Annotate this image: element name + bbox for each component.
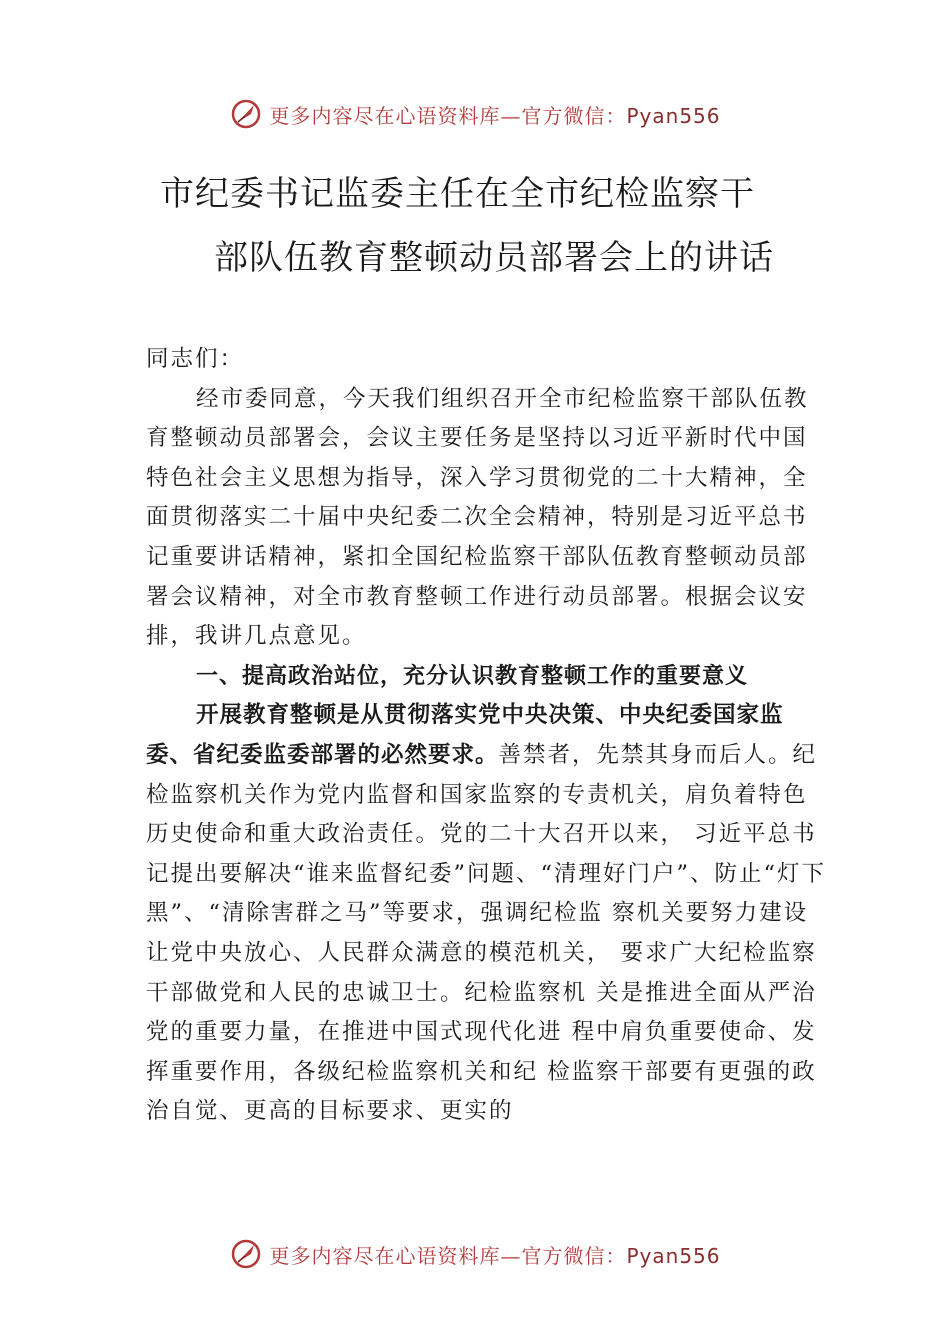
document-body <box>146 340 826 1132</box>
banner-text: 更多内容尽在心语资料库—官方微信：Pyan556 <box>269 103 721 128</box>
footer-banner <box>0 1234 950 1274</box>
paragraph-2 <box>146 696 826 1132</box>
section-heading-1: 一、提高政治站位，充分认识教育整顿工作的重要意义 <box>196 663 749 689</box>
title-line-1: 市纪委书记监委主任在全市纪检监察干 <box>160 174 755 214</box>
wechat-id: Pyan556 <box>626 1243 721 1268</box>
header-banner <box>0 94 950 134</box>
wechat-id: Pyan556 <box>626 103 721 128</box>
quill-logo-icon <box>229 97 263 131</box>
paragraph-intro: 经市委同意，今天我们组织召开全市纪检监察干部队伍教育整顿动员部署会，会议主要任务是坚持以习近平新时代中国特色社会主义思想为指导，深入学习贯彻党的二十大精神，全面贯彻落实二十届中央纪委二次全会精神，特别是习近平总书记重要讲话精神，紧扣全国纪检监察干部队伍教育整顿动员部署会议精神，对全市教育整顿工作进行动员部署。根据会议安排，我讲几点意见。 <box>146 385 809 650</box>
document-title <box>0 162 950 290</box>
title-line-2: 部队伍教育整顿动员部署会上的讲话 <box>214 238 774 278</box>
paragraph-2-text: 善禁者，先禁其身而后人。纪检监察机关作为党内监督和国家监察的专责机关，肩负着特色历史使命和重大政治责任。党的二十大召开以来， 习近平总书记提出要解决“谁来监督纪委”问题、“清理好门户”、防止“灯下黑”、“清除害群之马”等要求，强调纪检监 察机关要努力建设让党中央放心、人民群众满意的模范机关， 要求广大纪检监察干部做党和人民的忠诚卫士。纪检监察机 关是推进全面从严治党的重要力量，在推进中国式现代化进 程中肩负重要使命、发挥重要作用，各级纪检监察机关和纪 检监察干部要有更强的政治自觉、更高的目标要求、更实的 <box>146 741 827 1125</box>
salutation: 同志们： <box>146 346 245 372</box>
paragraph-2-lead: 开展教育整顿是从贯彻落实党中央决策、中央纪委国家监委、省纪委监委部署的必然要求。 <box>146 702 784 768</box>
banner-text: 更多内容尽在心语资料库—官方微信：Pyan556 <box>269 1243 721 1268</box>
quill-logo-icon <box>229 1237 263 1271</box>
